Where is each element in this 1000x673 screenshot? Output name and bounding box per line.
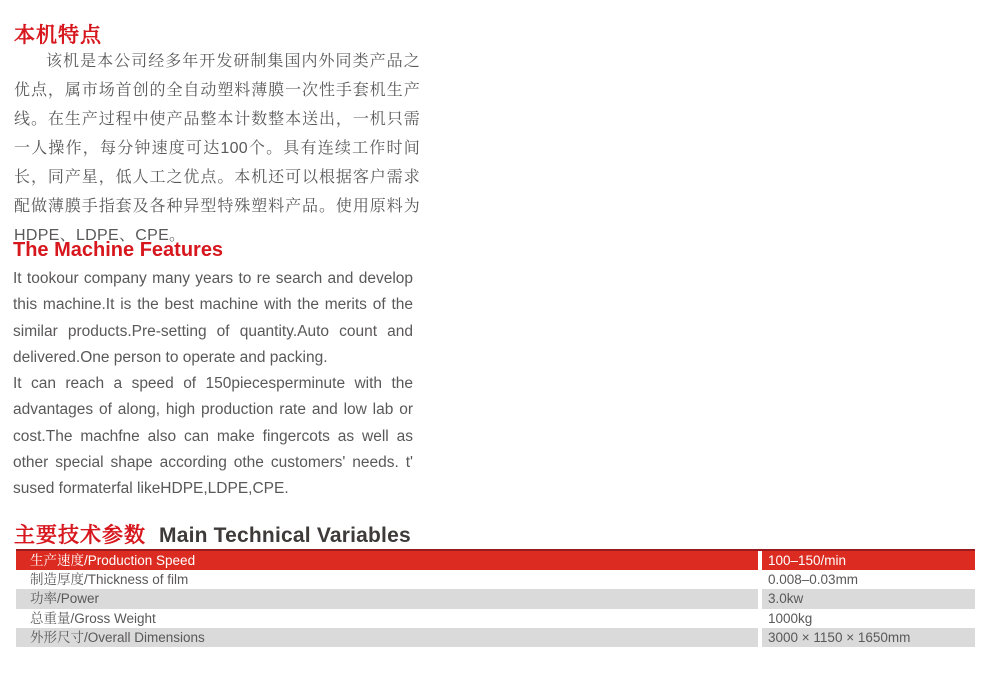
spec-value-production-speed: 100–150/min bbox=[762, 551, 975, 570]
specs-table bbox=[16, 549, 975, 647]
spec-label-film-thickness: 制造厚度/Thickness of film bbox=[30, 572, 189, 588]
spec-value-overall-dimensions: 3000 × 1150 × 1650mm bbox=[762, 628, 975, 647]
spec-row-gross-weight bbox=[16, 609, 975, 628]
spec-label-gross-weight: 总重量/Gross Weight bbox=[30, 610, 156, 626]
spec-value-film-thickness: 0.008–0.03mm bbox=[768, 572, 859, 588]
specs-heading bbox=[14, 519, 411, 549]
specs-title-cn: 主要技术参数 bbox=[14, 524, 146, 547]
machine-features-text-en bbox=[13, 266, 413, 503]
spec-label-power: 功率/Power bbox=[16, 589, 758, 608]
machine-features-title-cn: 本机特点 bbox=[14, 24, 102, 47]
spec-row-production-speed bbox=[16, 551, 975, 570]
machine-features-paragraph-en-2: It can reach a speed of 150piecesperminute with the advantages of along, high production rate and low lab or cost.The machfne also can make fingercots as well as other special shape according othe customers' needs. t' sused formaterfal likeHDPE,LDPE,CPE. bbox=[13, 375, 413, 498]
spec-value-gross-weight: 1000kg bbox=[768, 610, 813, 626]
spec-value-power: 3.0kw bbox=[762, 589, 975, 608]
spec-row-overall-dimensions bbox=[16, 628, 975, 647]
machine-features-paragraph-en-1: It tookour company many years to re search and develop this machine.It is the best machine with the merits of the similar products.Pre-setting of quantity.Auto count and delivered.One person to operate and packing. bbox=[13, 270, 413, 366]
spec-row-power bbox=[16, 589, 975, 608]
spec-row-film-thickness bbox=[16, 570, 975, 589]
machine-features-title-en: The Machine Features bbox=[13, 239, 224, 261]
spec-label-production-speed: 生产速度/Production Speed bbox=[16, 551, 758, 570]
machine-features-paragraph-cn: 该机是本公司经多年开发研制集国内外同类产品之优点，属市场首创的全自动塑料薄膜一次性手套机生产线。在生产过程中使产品整本计数整本送出，一机只需一人操作，每分钟速度可达100个。具有连续工作时间长，同产星，低人工之优点。本机还可以根据客户需求配做薄膜手指套及各种异型特殊塑料产品。使用原料为 HDPE、LDPE、CPE。 bbox=[14, 53, 420, 244]
specs-title-en: Main Technical Variables bbox=[159, 524, 411, 547]
spec-label-overall-dimensions: 外形尺寸/Overall Dimensions bbox=[16, 628, 758, 647]
